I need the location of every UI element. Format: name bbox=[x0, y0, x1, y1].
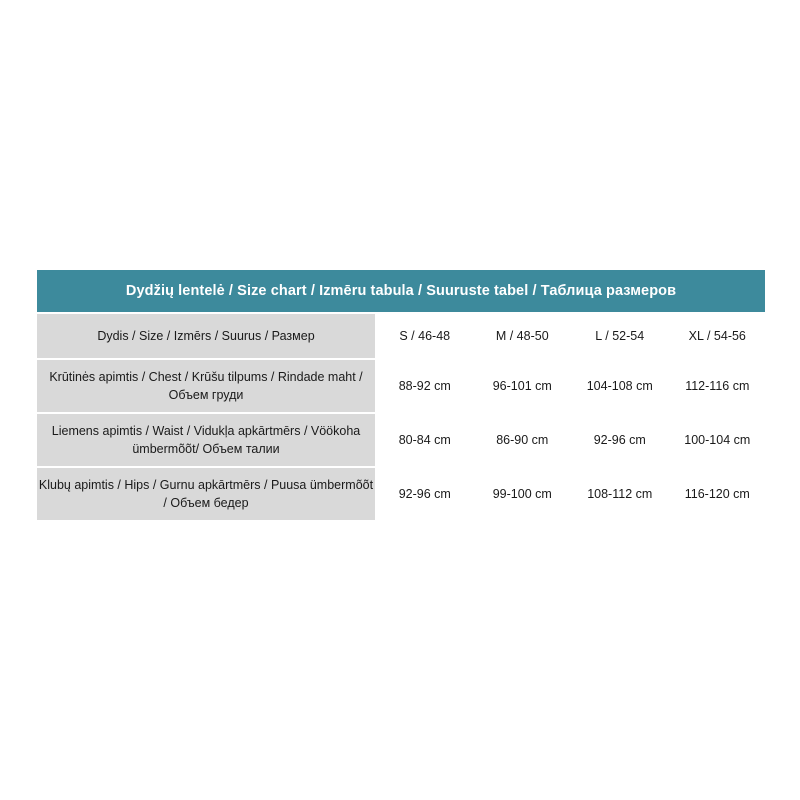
table-row bbox=[36, 413, 766, 467]
header-label-cell: Dydis / Size / Izmērs / Suurus / Размер bbox=[36, 313, 376, 359]
cell-hips-s: 92-96 cm bbox=[376, 467, 474, 521]
table-row bbox=[36, 359, 766, 413]
row-label-chest: Krūtinės apimtis / Chest / Krūšu tilpums / Rindade maht / Объем груди bbox=[36, 359, 376, 413]
cell-chest-s: 88-92 cm bbox=[376, 359, 474, 413]
cell-chest-m: 96-101 cm bbox=[474, 359, 572, 413]
size-chart-table bbox=[35, 268, 767, 522]
header-size-xl: XL / 54-56 bbox=[669, 313, 767, 359]
table-row bbox=[36, 467, 766, 521]
cell-hips-m: 99-100 cm bbox=[474, 467, 572, 521]
cell-hips-l: 108-112 cm bbox=[571, 467, 669, 521]
row-label-waist: Liemens apimtis / Waist / Vidukļa apkārtmērs / Vöökoha ümbermõõt/ Объем талии bbox=[36, 413, 376, 467]
chart-title: Dydžių lentelė / Size chart / Izmēru tabula / Suuruste tabel / Таблица размеров bbox=[36, 269, 766, 313]
cell-hips-xl: 116-120 cm bbox=[669, 467, 767, 521]
cell-waist-s: 80-84 cm bbox=[376, 413, 474, 467]
cell-waist-xl: 100-104 cm bbox=[669, 413, 767, 467]
table-row-header bbox=[36, 313, 766, 359]
row-label-hips: Klubų apimtis / Hips / Gurnu apkārtmērs / Puusa ümbermõõt / Объем бедер bbox=[36, 467, 376, 521]
table-row-title bbox=[36, 269, 766, 313]
cell-waist-m: 86-90 cm bbox=[474, 413, 572, 467]
cell-chest-xl: 112-116 cm bbox=[669, 359, 767, 413]
header-size-s: S / 46-48 bbox=[376, 313, 474, 359]
header-size-m: M / 48-50 bbox=[474, 313, 572, 359]
size-chart-container bbox=[35, 268, 765, 522]
header-size-l: L / 52-54 bbox=[571, 313, 669, 359]
cell-chest-l: 104-108 cm bbox=[571, 359, 669, 413]
cell-waist-l: 92-96 cm bbox=[571, 413, 669, 467]
